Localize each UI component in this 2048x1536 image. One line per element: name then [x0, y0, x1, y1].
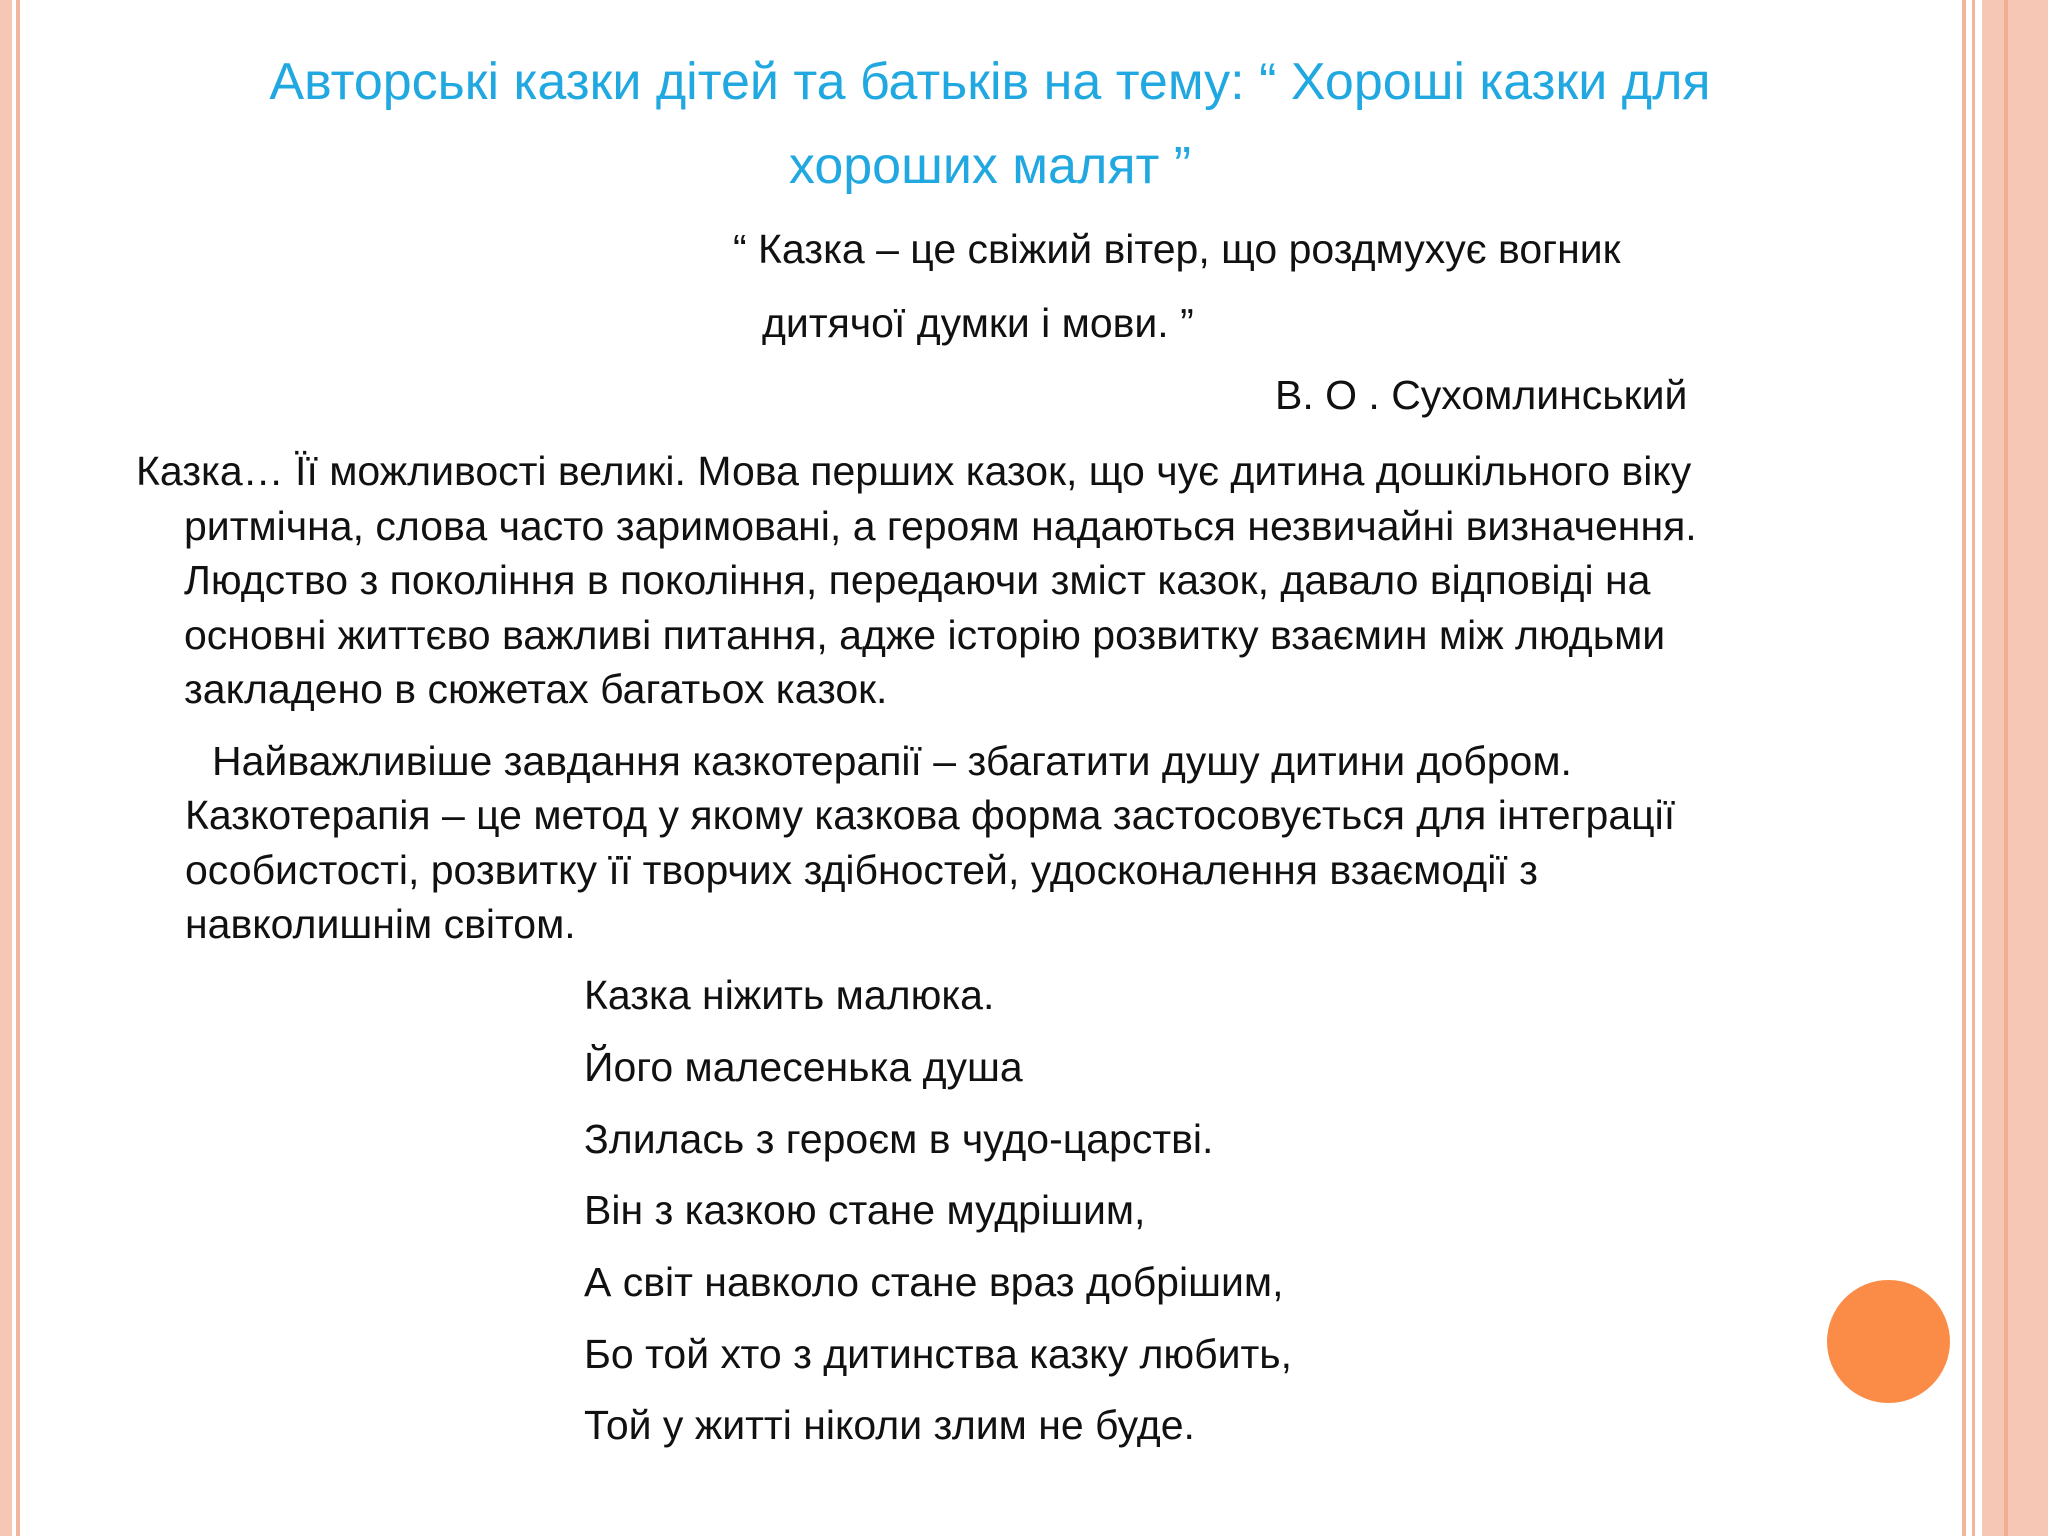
poem-line: А світ навколо стане враз добрішим,: [584, 1259, 1284, 1305]
poem-line: Бо той хто з дитинства казку любить,: [584, 1331, 1293, 1377]
paragraph-2-first-line: Найважливіше завдання казкотерапії – збагатити душу дитини добром.: [212, 738, 1572, 784]
frame-right-line: [1972, 0, 1975, 1536]
poem-line: Його малесенька душа: [584, 1044, 1023, 1090]
orange-accent-circle: [1827, 1280, 1950, 1403]
paragraph-1-line: Казка… Її можливості великі. Мова перших казок, що чує дитина дошкільного віку: [136, 448, 1692, 494]
paragraph-2-line: особистості, розвитку її творчих здібностей, удосконалення взаємодії з: [185, 846, 1538, 893]
paragraph-2: [185, 788, 1675, 952]
epigraph-author: В. О . Сухомлинський: [1275, 372, 1688, 418]
paragraph-1-line: закладено в сюжетах багатьох казок.: [184, 666, 888, 712]
frame-right-inner-line: [2004, 0, 2008, 1536]
paragraph-1-line: Людство з покоління в покоління, передаючи зміст казок, давало відповіді на: [184, 557, 1651, 603]
epigraph-line-1: “ Казка – це свіжий вітер, що роздмухує вогник: [733, 226, 1621, 272]
frame-left-band: [0, 0, 12, 1536]
paragraph-2-line: Казкотерапія – це метод у якому казкова форма застосовується для інтеграції: [185, 792, 1676, 838]
title-line-1: Авторські казки дітей та батьків на тему: “ Хороші казки для: [269, 53, 1711, 111]
frame-right-line: [1962, 0, 1966, 1536]
paragraph-1: [136, 444, 1697, 717]
paragraph-2-line: навколишнім світом.: [185, 901, 576, 947]
poem-line: Він з казкою стане мудрішим,: [584, 1187, 1146, 1233]
frame-right-band: [1982, 0, 2048, 1536]
paragraph-1-line: основні життєво важливі питання, адже історію розвитку взаємин між людьми: [184, 611, 1666, 658]
poem-line: Злилась з героєм в чудо-царстві.: [584, 1116, 1214, 1162]
slide-title: [140, 40, 1840, 208]
epigraph-line-2: дитячої думки і мови. ”: [762, 300, 1194, 346]
poem-line: Казка ніжить малюка.: [584, 972, 995, 1018]
frame-left-line: [16, 0, 20, 1536]
title-line-2: хороших малят ”: [788, 137, 1192, 195]
poem-line: Той у житті ніколи злим не буде.: [584, 1402, 1195, 1448]
paragraph-1-line: ритмічна, слова часто заримовані, а героям надаються незвичайні визначення.: [184, 502, 1697, 549]
